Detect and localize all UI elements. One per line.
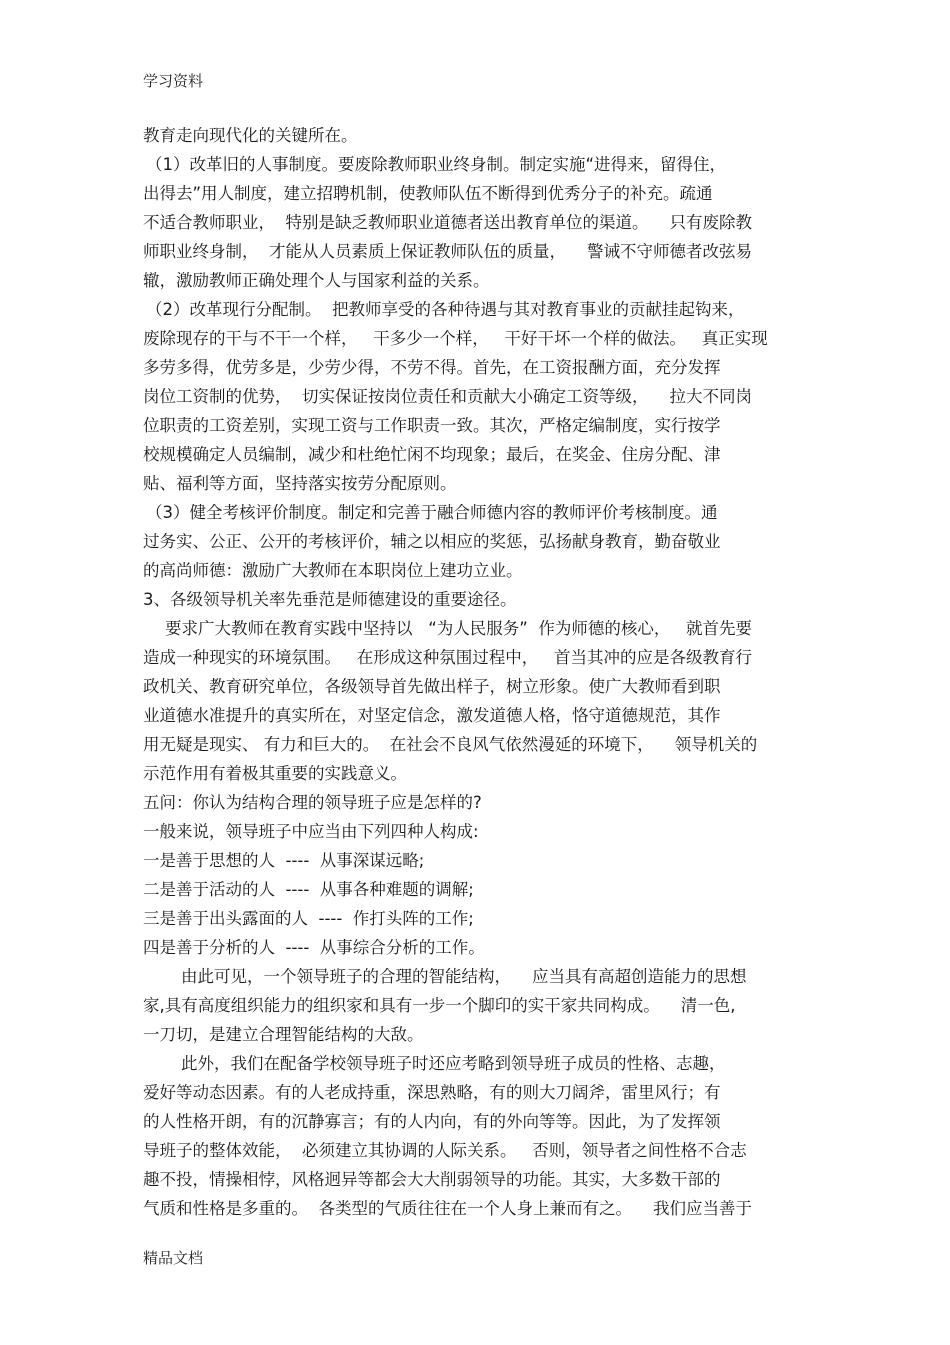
text-line: 过务实、公正、公开的考核评价，辅之以相应的奖惩，弘扬献身教育，勤奋敬业	[143, 532, 721, 551]
text-line: 造成一种现实的环境氛围。 在形成这种氛围过程中， 首当其冲的应是各级教育行	[143, 648, 752, 667]
text-line: 出得去”用人制度，建立招聘机制，使教师队伍不断得到优秀分子的补充。疏通	[143, 184, 713, 203]
text-line: 一般来说，领导班子中应当由下列四种人构成:	[143, 822, 479, 841]
text-line: 此外，我们在配备学校领导班子时还应考略到领导班子成员的性格、志趣，	[181, 1054, 726, 1073]
text-line: 要求广大教师在教育实践中坚持以 “为人民服务” 作为师德的核心， 就首先要	[165, 619, 753, 638]
text-line: 家,具有高度组织能力的组织家和具有一步一个脚印的实干家共同构成。 清一色,	[143, 996, 736, 1015]
text-line: 校规模确定人员编制，减少和杜绝忙闲不均现象；最后，在奖金、住房分配、津	[143, 445, 721, 464]
text-line: 五问：你认为结构合理的领导班子应是怎样的?	[143, 793, 482, 812]
text-line: 的人性格开朗，有的沉静寡言；有的人内向，有的外向等等。因此，为了发挥领	[143, 1112, 721, 1131]
text-line: 贴、福利等方面，坚持落实按劳分配原则。	[143, 474, 457, 493]
text-line: 气质和性格是多重的。 各类型的气质往往在一个人身上兼而有之。 我们应当善于	[143, 1199, 752, 1218]
text-line: 不适合教师职业， 特别是缺乏教师职业道德者送出教育单位的渠道。 只有废除教	[143, 213, 752, 232]
text-line: 趣不投，情操相悖，风格迥异等都会大大削弱领导的功能。其实，大多数干部的	[143, 1170, 721, 1189]
text-line: 的高尚师德：激励广大教师在本职岗位上建功立业。	[143, 561, 523, 580]
text-line: 示范作用有着极其重要的实践意义。	[143, 764, 407, 783]
text-line: 由此可见，一个领导班子的合理的智能结构， 应当具有高超创造能力的思想	[181, 967, 747, 986]
text-line: 教育走向现代化的关键所在。	[143, 126, 358, 145]
text-line: 四是善于分析的人 ---- 从事综合分析的工作。	[143, 938, 485, 957]
text-line: 业道德水准提升的真实所在，对坚定信念，激发道德人格，恪守道德规范，其作	[143, 706, 721, 725]
text-line: 导班子的整体效能， 必须建立其协调的人际关系。 否则，领导者之间性格不合志	[143, 1141, 747, 1160]
text-line: 岗位工资制的优势， 切实保证按岗位责任和贡献大小确定工资等级， 拉大不同岗	[143, 387, 752, 406]
document-body	[143, 121, 823, 1223]
text-line: （1）改革旧的人事制度。要废除教师职业终身制。制定实施“进得来，留得住，	[146, 155, 727, 174]
text-line: 废除现存的干与不干一个样， 干多少一个样， 干好干坏一个样的做法。 真正实现	[143, 329, 768, 348]
text-line: 师职业终身制， 才能从人员素质上保证教师队伍的质量， 警诫不守师德者改弦易	[143, 242, 752, 261]
page-footer-label: 精品文档	[143, 1249, 204, 1267]
text-line: 辙，激励教师正确处理个人与国家利益的关系。	[143, 271, 490, 290]
text-line: 多劳多得，优劳多是，少劳少得，不劳不得。首先，在工资报酬方面，充分发挥	[143, 358, 721, 377]
text-line: 政机关、教育研究单位，各级领导首先做出样子，树立形象。使广大教师看到职	[143, 677, 721, 696]
text-line: 爱好等动态因素。有的人老成持重，深思熟略，有的则大刀阔斧，雷里风行；有	[143, 1083, 721, 1102]
text-line: 一刀切，是建立合理智能结构的大敌。	[143, 1025, 424, 1044]
text-line: 一是善于思想的人 ---- 从事深谋远略;	[143, 851, 425, 870]
text-line: （2）改革现行分配制。 把教师享受的各种待遇与其对教育事业的贡献挂起钩来，	[146, 300, 745, 319]
text-line: 位职责的工资差别，实现工资与工作职责一致。其次，严格定编制度，实行按学	[143, 416, 721, 435]
text-line: 3、各级领导机关率先垂范是师德建设的重要途径。	[143, 590, 517, 609]
text-line: （3）健全考核评价制度。制定和完善于融合师德内容的教师评价考核制度。通	[146, 503, 718, 522]
text-line: 三是善于出头露面的人 ---- 作打头阵的工作;	[143, 909, 474, 928]
text-line: 二是善于活动的人 ---- 从事各种难题的调解;	[143, 880, 474, 899]
page-header-label: 学习资料	[143, 72, 204, 90]
text-line: 用无疑是现实、 有力和巨大的。 在社会不良风气依然漫延的环境下， 领导机关的	[143, 735, 758, 754]
